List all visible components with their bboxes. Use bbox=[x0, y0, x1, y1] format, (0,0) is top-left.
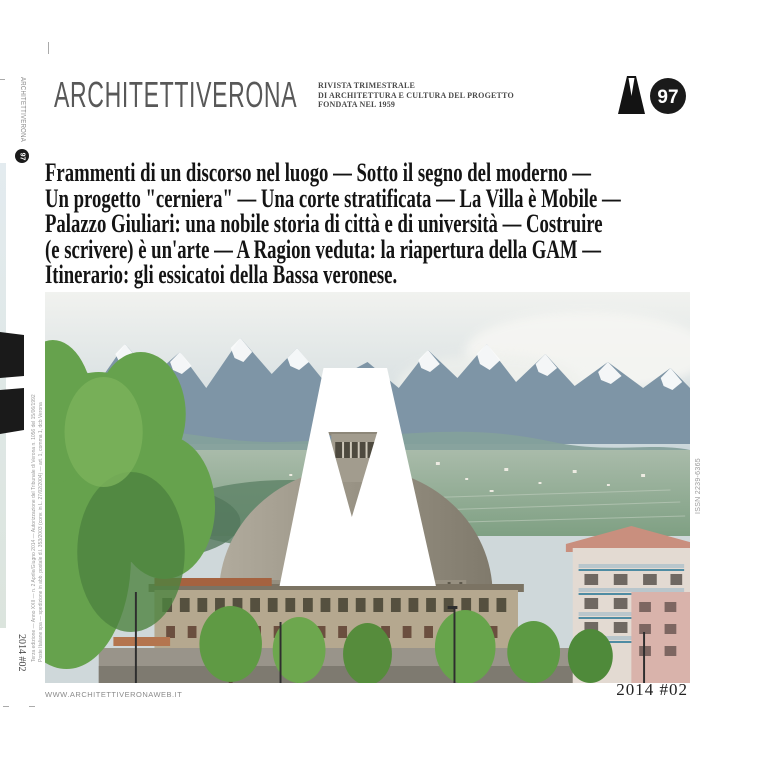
headline-line-3: Palazzo Giuliari: una nobile storia di città e di università — Costruire bbox=[45, 209, 603, 238]
imprint-line-1: Terza edizione — Anno XXII — n. 2 Aprile/Giugno 2014 — Autorizzazione del Tribunale di Verona n. 1056 del 15/06/1992 bbox=[31, 394, 37, 662]
magazine-tagline bbox=[318, 81, 548, 110]
crop-mark bbox=[3, 706, 9, 707]
tagline-line-1: RIVISTA TRIMESTRALE bbox=[318, 81, 416, 90]
issn-code: ISSN 2239-6365 bbox=[695, 458, 702, 514]
tagline-line-2: DI ARCHITETTURA E CULTURA DEL PROGETTO bbox=[318, 90, 514, 100]
spine-issue-number: 97 bbox=[18, 152, 26, 160]
crop-mark bbox=[29, 706, 35, 707]
cover-photo-illustration bbox=[45, 292, 690, 683]
issue-code: 2014 #02 bbox=[616, 680, 688, 699]
imprint-line-2: Poste Italiane spa — spedizione in abb. postale d.l. 353/2003 (conv. in L. 27/02/2004) — art. 1, comma 1, dcb Verona bbox=[37, 402, 44, 662]
spine-issue-code: 2014 #02 bbox=[16, 634, 27, 672]
website-url: WWW.ARCHITETTIVERONAWEB.IT bbox=[45, 690, 183, 699]
spine-issue-badge bbox=[15, 149, 29, 163]
headline-line-4: (e scrivere) è un'arte — A Ragion veduta: la riapertura della GAM — bbox=[45, 234, 601, 264]
crop-mark bbox=[0, 79, 5, 80]
tree-shadow bbox=[77, 472, 185, 632]
header-a-logo bbox=[616, 70, 688, 118]
cover-photo bbox=[45, 292, 690, 683]
a-glyph-icon bbox=[618, 76, 645, 114]
headline-line-1: Frammenti di un discorso nel luogo — Sotto il segno del moderno — bbox=[45, 158, 592, 187]
crop-mark bbox=[48, 42, 49, 54]
spine-mini-logo: ARCHITETTIVERONA bbox=[19, 77, 26, 143]
issue-badge-number: 97 bbox=[657, 87, 679, 108]
headline-line-2: Un progetto "cerniera" — Una corte stratificata — La Villa è Mobile — bbox=[45, 183, 621, 213]
imprint-text bbox=[31, 330, 44, 662]
headline-line-5: Itinerario: gli essicatoi della Bassa veronese. bbox=[45, 260, 398, 289]
tree-light bbox=[65, 377, 143, 487]
magazine-logo: ARCHITETTIVERONA bbox=[54, 74, 298, 115]
cover-headline bbox=[45, 160, 735, 288]
tagline-line-3: FONDATA NEL 1959 bbox=[318, 100, 396, 109]
spine-a-mark bbox=[0, 326, 26, 438]
terracotta-roof bbox=[113, 637, 170, 646]
